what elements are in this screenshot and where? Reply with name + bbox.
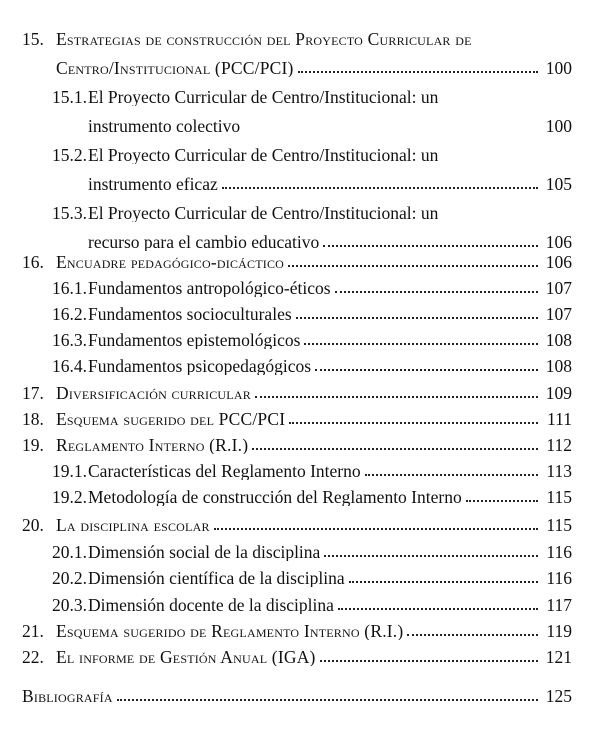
toc-entry-16-2[interactable]: [52, 295, 572, 323]
toc-entry-number: 16.4.: [52, 355, 87, 376]
toc-entry-number: 18.: [22, 408, 44, 429]
toc-entry-number: 20.1.: [52, 541, 87, 562]
dot-leader: [117, 698, 538, 701]
toc-entry-19-1[interactable]: [52, 452, 572, 480]
toc-entry-number: 19.2.: [52, 486, 87, 507]
toc-entry-15-3-l1[interactable]: [52, 194, 572, 222]
toc-entry-number: 16.3.: [52, 329, 87, 350]
dot-leader: [288, 264, 538, 267]
toc-entry-20-2[interactable]: [52, 559, 572, 587]
toc-entry-page: 100: [545, 115, 572, 136]
toc-entry-page: 109: [545, 382, 572, 403]
toc-entry-page: 119: [546, 620, 572, 641]
dot-leader: [365, 473, 538, 476]
dot-leader: [214, 527, 538, 530]
toc-entry-title: Dimensión docente de la disciplina: [88, 596, 334, 614]
toc-entry-16-3[interactable]: [52, 321, 572, 349]
toc-entry-title: Reglamento Interno (R.I.): [56, 436, 249, 454]
toc-entry-number: 15.3.: [52, 202, 87, 223]
toc-entry-22[interactable]: [22, 638, 572, 666]
toc-entry-15-l1[interactable]: [22, 20, 572, 48]
toc-entry-page: 111: [547, 408, 572, 429]
toc-entry-title: El Proyecto Curricular de Centro/Institucional: un: [88, 88, 439, 106]
dot-leader: [407, 633, 538, 636]
toc-entry-title: Características del Reglamento Interno: [88, 462, 361, 480]
toc-entry-title: Fundamentos epistemológicos: [88, 331, 301, 349]
toc-entry-number: 19.1.: [52, 460, 87, 481]
toc-entry-15-2-l1[interactable]: [52, 136, 572, 164]
toc-entry-15-2-l2[interactable]: [88, 165, 572, 193]
toc-entry-page: 100: [545, 57, 572, 78]
toc-entry-title: Dimensión social de la disciplina: [88, 543, 321, 561]
toc-entry-number: 20.2.: [52, 567, 87, 588]
dot-leader: [298, 70, 538, 73]
toc-entry-title: Dimensión científica de la disciplina: [88, 569, 345, 587]
toc-entry-title: Fundamentos socioculturales: [88, 305, 292, 323]
toc-entry-15-1-l2[interactable]: [88, 107, 572, 135]
dot-leader: [304, 342, 538, 345]
toc-entry-page: 112: [546, 434, 572, 455]
toc-entry-title: El Proyecto Curricular de Centro/Institucional: un: [88, 204, 439, 222]
toc-entry-title: instrumento eficaz: [88, 175, 218, 193]
toc-entry-number: 19.: [22, 434, 44, 455]
toc-entry-title: Centro/Institucional (PCC/PCI): [56, 59, 294, 77]
toc-entry-16-4[interactable]: [52, 347, 572, 375]
toc-entry-16[interactable]: [22, 243, 572, 271]
toc-entry-title: Bibliografía: [22, 687, 113, 705]
toc-entry-title: recurso para el cambio educativo: [88, 233, 320, 251]
toc-entry-page: 105: [545, 173, 572, 194]
dot-leader: [466, 499, 538, 502]
toc-entry-number: 20.3.: [52, 594, 87, 615]
toc-entry-number: 17.: [22, 382, 44, 403]
toc-entry-20-3[interactable]: [52, 586, 572, 614]
dot-leader: [320, 659, 538, 662]
toc-entry-page: 108: [545, 355, 572, 376]
toc-entry-15-l2[interactable]: [56, 49, 572, 77]
toc-entry-21[interactable]: [22, 612, 572, 640]
toc-entry-page: 106: [545, 231, 572, 252]
toc-entry-page: 115: [546, 486, 572, 507]
toc-entry-title: Fundamentos psicopedagógicos: [88, 357, 312, 375]
toc-entry-number: 16.1.: [52, 277, 87, 298]
toc-entry-number: 15.2.: [52, 144, 87, 165]
toc-entry-page: 113: [546, 460, 572, 481]
toc-entry-15-1-l1[interactable]: [52, 78, 572, 106]
dot-leader: [324, 554, 538, 557]
dot-leader: [338, 607, 538, 610]
toc-entry-title: instrumento colectivo: [88, 117, 241, 135]
toc-entry-number: 21.: [22, 620, 44, 641]
toc-entry-page: 117: [546, 594, 572, 615]
toc-entry-page: 121: [545, 646, 572, 667]
toc-entry-number: 22.: [22, 646, 44, 667]
toc-entry-page: 106: [545, 251, 572, 272]
dot-leader: [335, 290, 538, 293]
toc-entry-page: 115: [546, 514, 572, 535]
toc-entry-title: Diversificación curricular: [56, 384, 251, 402]
dot-leader: [255, 395, 538, 398]
dot-leader: [252, 447, 538, 450]
dot-leader: [222, 186, 538, 189]
dot-leader: [296, 316, 538, 319]
toc-entry-title: Estrategias de construcción del Proyecto Curricular de: [56, 30, 472, 48]
toc-entry-number: 16.2.: [52, 303, 87, 324]
toc-entry-number: 20.: [22, 514, 44, 535]
toc-entry-page: 107: [545, 277, 572, 298]
dot-leader: [315, 368, 538, 371]
toc-entry-page: 108: [545, 329, 572, 350]
toc-entry-page: 116: [546, 567, 572, 588]
dot-leader: [349, 580, 538, 583]
toc-entry-page: 125: [545, 685, 572, 706]
dot-leader: [289, 421, 538, 424]
toc-entry-20-1[interactable]: [52, 533, 572, 561]
toc-entry-title: La disciplina escolar: [56, 516, 210, 534]
toc-entry-17[interactable]: [22, 374, 572, 402]
toc-entry-19-2[interactable]: [52, 478, 572, 506]
toc-entry-title: Esquema sugerido del PCC/PCI: [56, 410, 286, 428]
toc-entry-16-1[interactable]: [52, 269, 572, 297]
toc-entry-number: 16.: [22, 251, 44, 272]
toc-entry-18[interactable]: [22, 400, 572, 428]
toc-entry-title: Esquema sugerido de Reglamento Interno (R.I.): [56, 622, 404, 640]
toc-entry-title: Metodología de construcción del Reglamento Interno: [88, 488, 462, 506]
toc-entry-title: El Proyecto Curricular de Centro/Institucional: un: [88, 146, 439, 164]
toc-entry-title: Encuadre pedagógico-dicáctico: [56, 253, 285, 271]
toc-entry-page: 116: [546, 541, 572, 562]
toc-entry-number: 15.1.: [52, 86, 87, 107]
toc-entry-bib[interactable]: [22, 677, 572, 705]
toc-entry-19[interactable]: [22, 426, 572, 454]
toc-entry-title: El informe de Gestión Anual (IGA): [56, 648, 316, 666]
toc-entry-number: 15.: [22, 28, 44, 49]
toc-entry-title: Fundamentos antropológico-éticos: [88, 279, 331, 297]
toc-entry-20[interactable]: [22, 506, 572, 534]
toc-entry-page: 107: [545, 303, 572, 324]
